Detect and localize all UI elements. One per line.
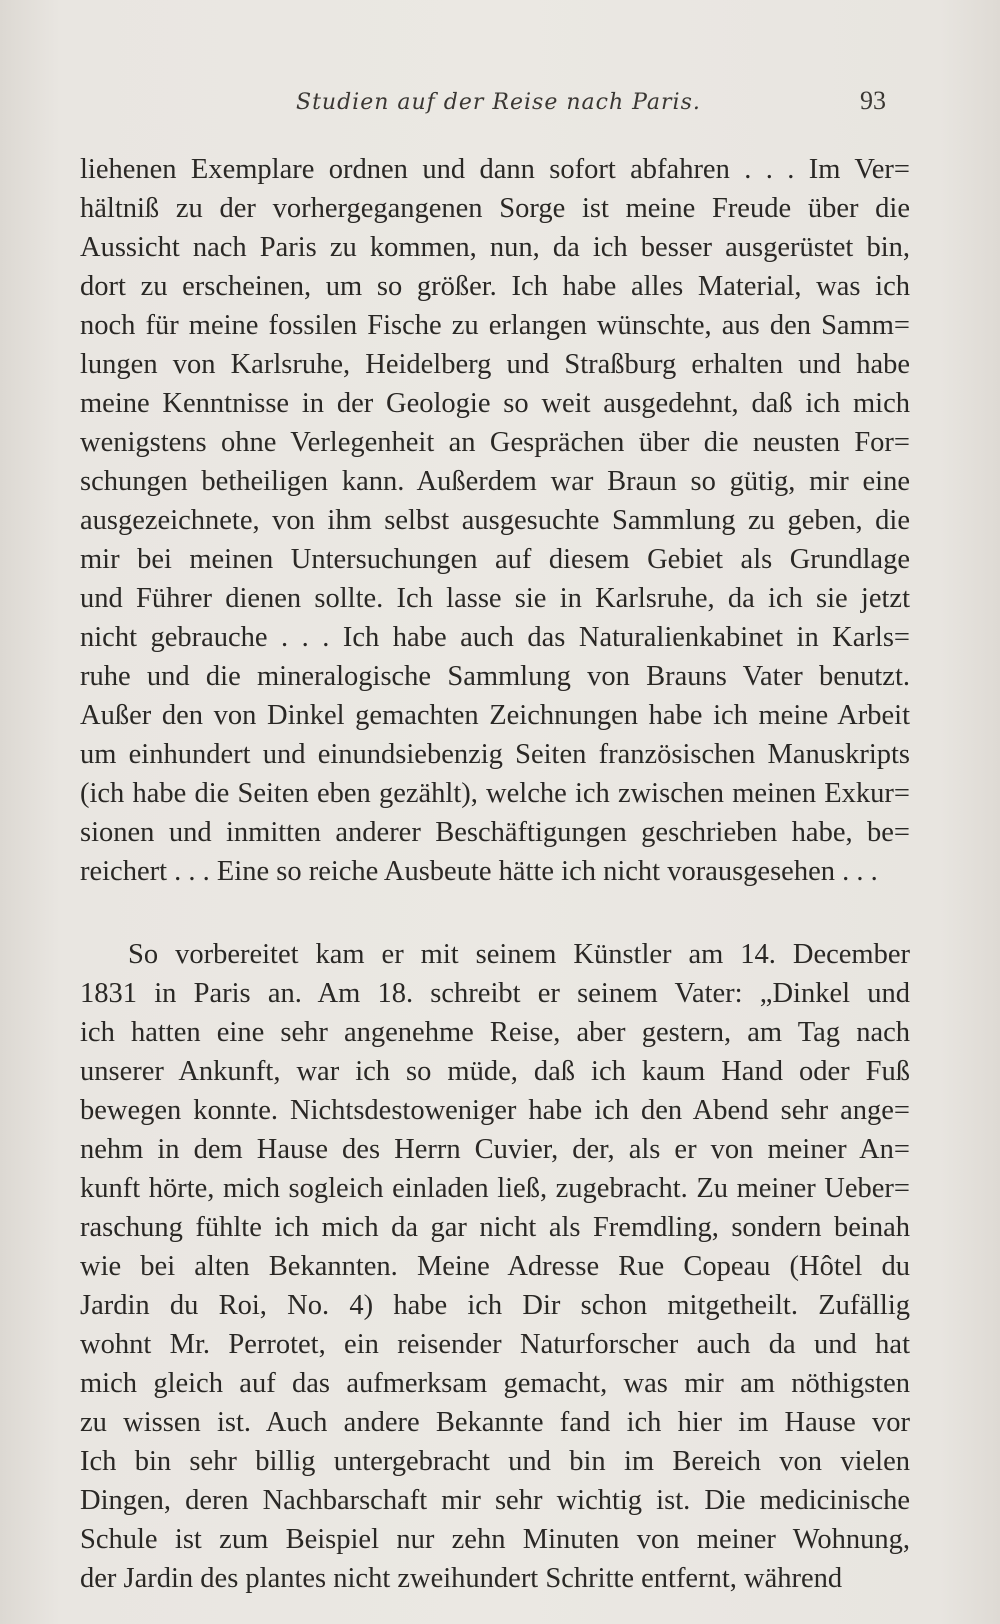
text-line: wenigstens ohne Verlegenheit an Gesprächen über die neusten For= [80, 427, 910, 458]
text-line: schungen betheiligen kann. Außerdem war Braun so gütig, mir eine [80, 466, 910, 497]
text-line: reichert . . . Eine so reiche Ausbeute hätte ich nicht vorausgesehen . . . [80, 856, 878, 887]
page-number: 93 [860, 86, 886, 115]
text-line: ausgezeichnete, von ihm selbst ausgesuchte Sammlung zu geben, die [80, 505, 910, 536]
text-line: wohnt Mr. Perrotet, ein reisender Naturforscher auch da und hat [80, 1329, 910, 1360]
text-line: raschung fühlte ich mich da gar nicht als Fremdling, sondern beinah [80, 1212, 910, 1243]
text-line: wie bei alten Bekannten. Meine Adresse Rue Copeau (Hôtel du [80, 1251, 910, 1282]
text-line: bewegen konnte. Nichtsdestoweniger habe ich den Abend sehr ange= [80, 1095, 910, 1126]
text-line: hältniß zu der vorhergegangenen Sorge ist meine Freude über die [80, 193, 910, 224]
text-line: noch für meine fossilen Fische zu erlangen wünschte, aus den Samm= [80, 310, 910, 341]
text-line: liehenen Exemplare ordnen und dann sofort abfahren . . . Im Ver= [80, 154, 910, 185]
text-line: kunft hörte, mich sogleich einladen ließ, zugebracht. Zu meiner Ueber= [80, 1173, 910, 1204]
text-line: und Führer dienen sollte. Ich lasse sie in Karlsruhe, da ich sie jetzt [80, 583, 910, 614]
text-line: lungen von Karlsruhe, Heidelberg und Straßburg erhalten und habe [80, 349, 910, 380]
running-head: Studien auf der Reise nach Paris. [296, 90, 701, 115]
text-line: um einhundert und einundsiebenzig Seiten französischen Manuskripts [80, 739, 910, 770]
text-line: unserer Ankunft, war ich so müde, daß ich kaum Hand oder Fuß [80, 1056, 910, 1087]
text-line: Ich bin sehr billig untergebracht und bin im Bereich von vielen [80, 1446, 910, 1477]
paragraph-2 [80, 935, 910, 1598]
text-line: mir bei meinen Untersuchungen auf diesem Gebiet als Grundlage [80, 544, 910, 575]
text-line: ruhe und die mineralogische Sammlung von Brauns Vater benutzt. [80, 661, 910, 692]
text-line: nicht gebrauche . . . Ich habe auch das Naturalienkabinet in Karls= [80, 622, 910, 653]
text-line: dort zu erscheinen, um so größer. Ich habe alles Material, was ich [80, 271, 910, 302]
text-line: Dingen, deren Nachbarschaft mir sehr wichtig ist. Die medicinische [80, 1485, 910, 1516]
text-line: sionen und inmitten anderer Beschäftigungen geschrieben habe, be= [80, 817, 910, 848]
body-text [80, 150, 910, 1598]
text-line: Schule ist zum Beispiel nur zehn Minuten von meiner Wohnung, [80, 1524, 910, 1555]
text-line: Außer den von Dinkel gemachten Zeichnungen habe ich meine Arbeit [80, 700, 910, 731]
text-line: meine Kenntnisse in der Geologie so weit ausgedehnt, daß ich mich [80, 388, 910, 419]
text-line: mich gleich auf das aufmerksam gemacht, was mir am nöthigsten [80, 1368, 910, 1399]
paragraph-1 [80, 150, 910, 891]
text-line: ich hatten eine sehr angenehme Reise, aber gestern, am Tag nach [80, 1017, 910, 1048]
text-line: zu wissen ist. Auch andere Bekannte fand ich hier im Hause vor [80, 1407, 910, 1438]
text-line: nehm in dem Hause des Herrn Cuvier, der, als er von meiner An= [80, 1134, 910, 1165]
text-line: (ich habe die Seiten eben gezählt), welche ich zwischen meinen Exkur= [80, 778, 910, 809]
text-line: Aussicht nach Paris zu kommen, nun, da ich besser ausgerüstet bin, [80, 232, 910, 263]
text-line: 1831 in Paris an. Am 18. schreibt er seinem Vater: „Dinkel und [80, 978, 910, 1009]
text-line: So vorbereitet kam er mit seinem Künstler am 14. December [128, 939, 910, 970]
text-line: Jardin du Roi, No. 4) habe ich Dir schon mitgetheilt. Zufällig [80, 1290, 910, 1321]
text-line: der Jardin des plantes nicht zweihundert Schritte entfernt, während [80, 1563, 843, 1594]
paragraph-break [80, 891, 910, 935]
